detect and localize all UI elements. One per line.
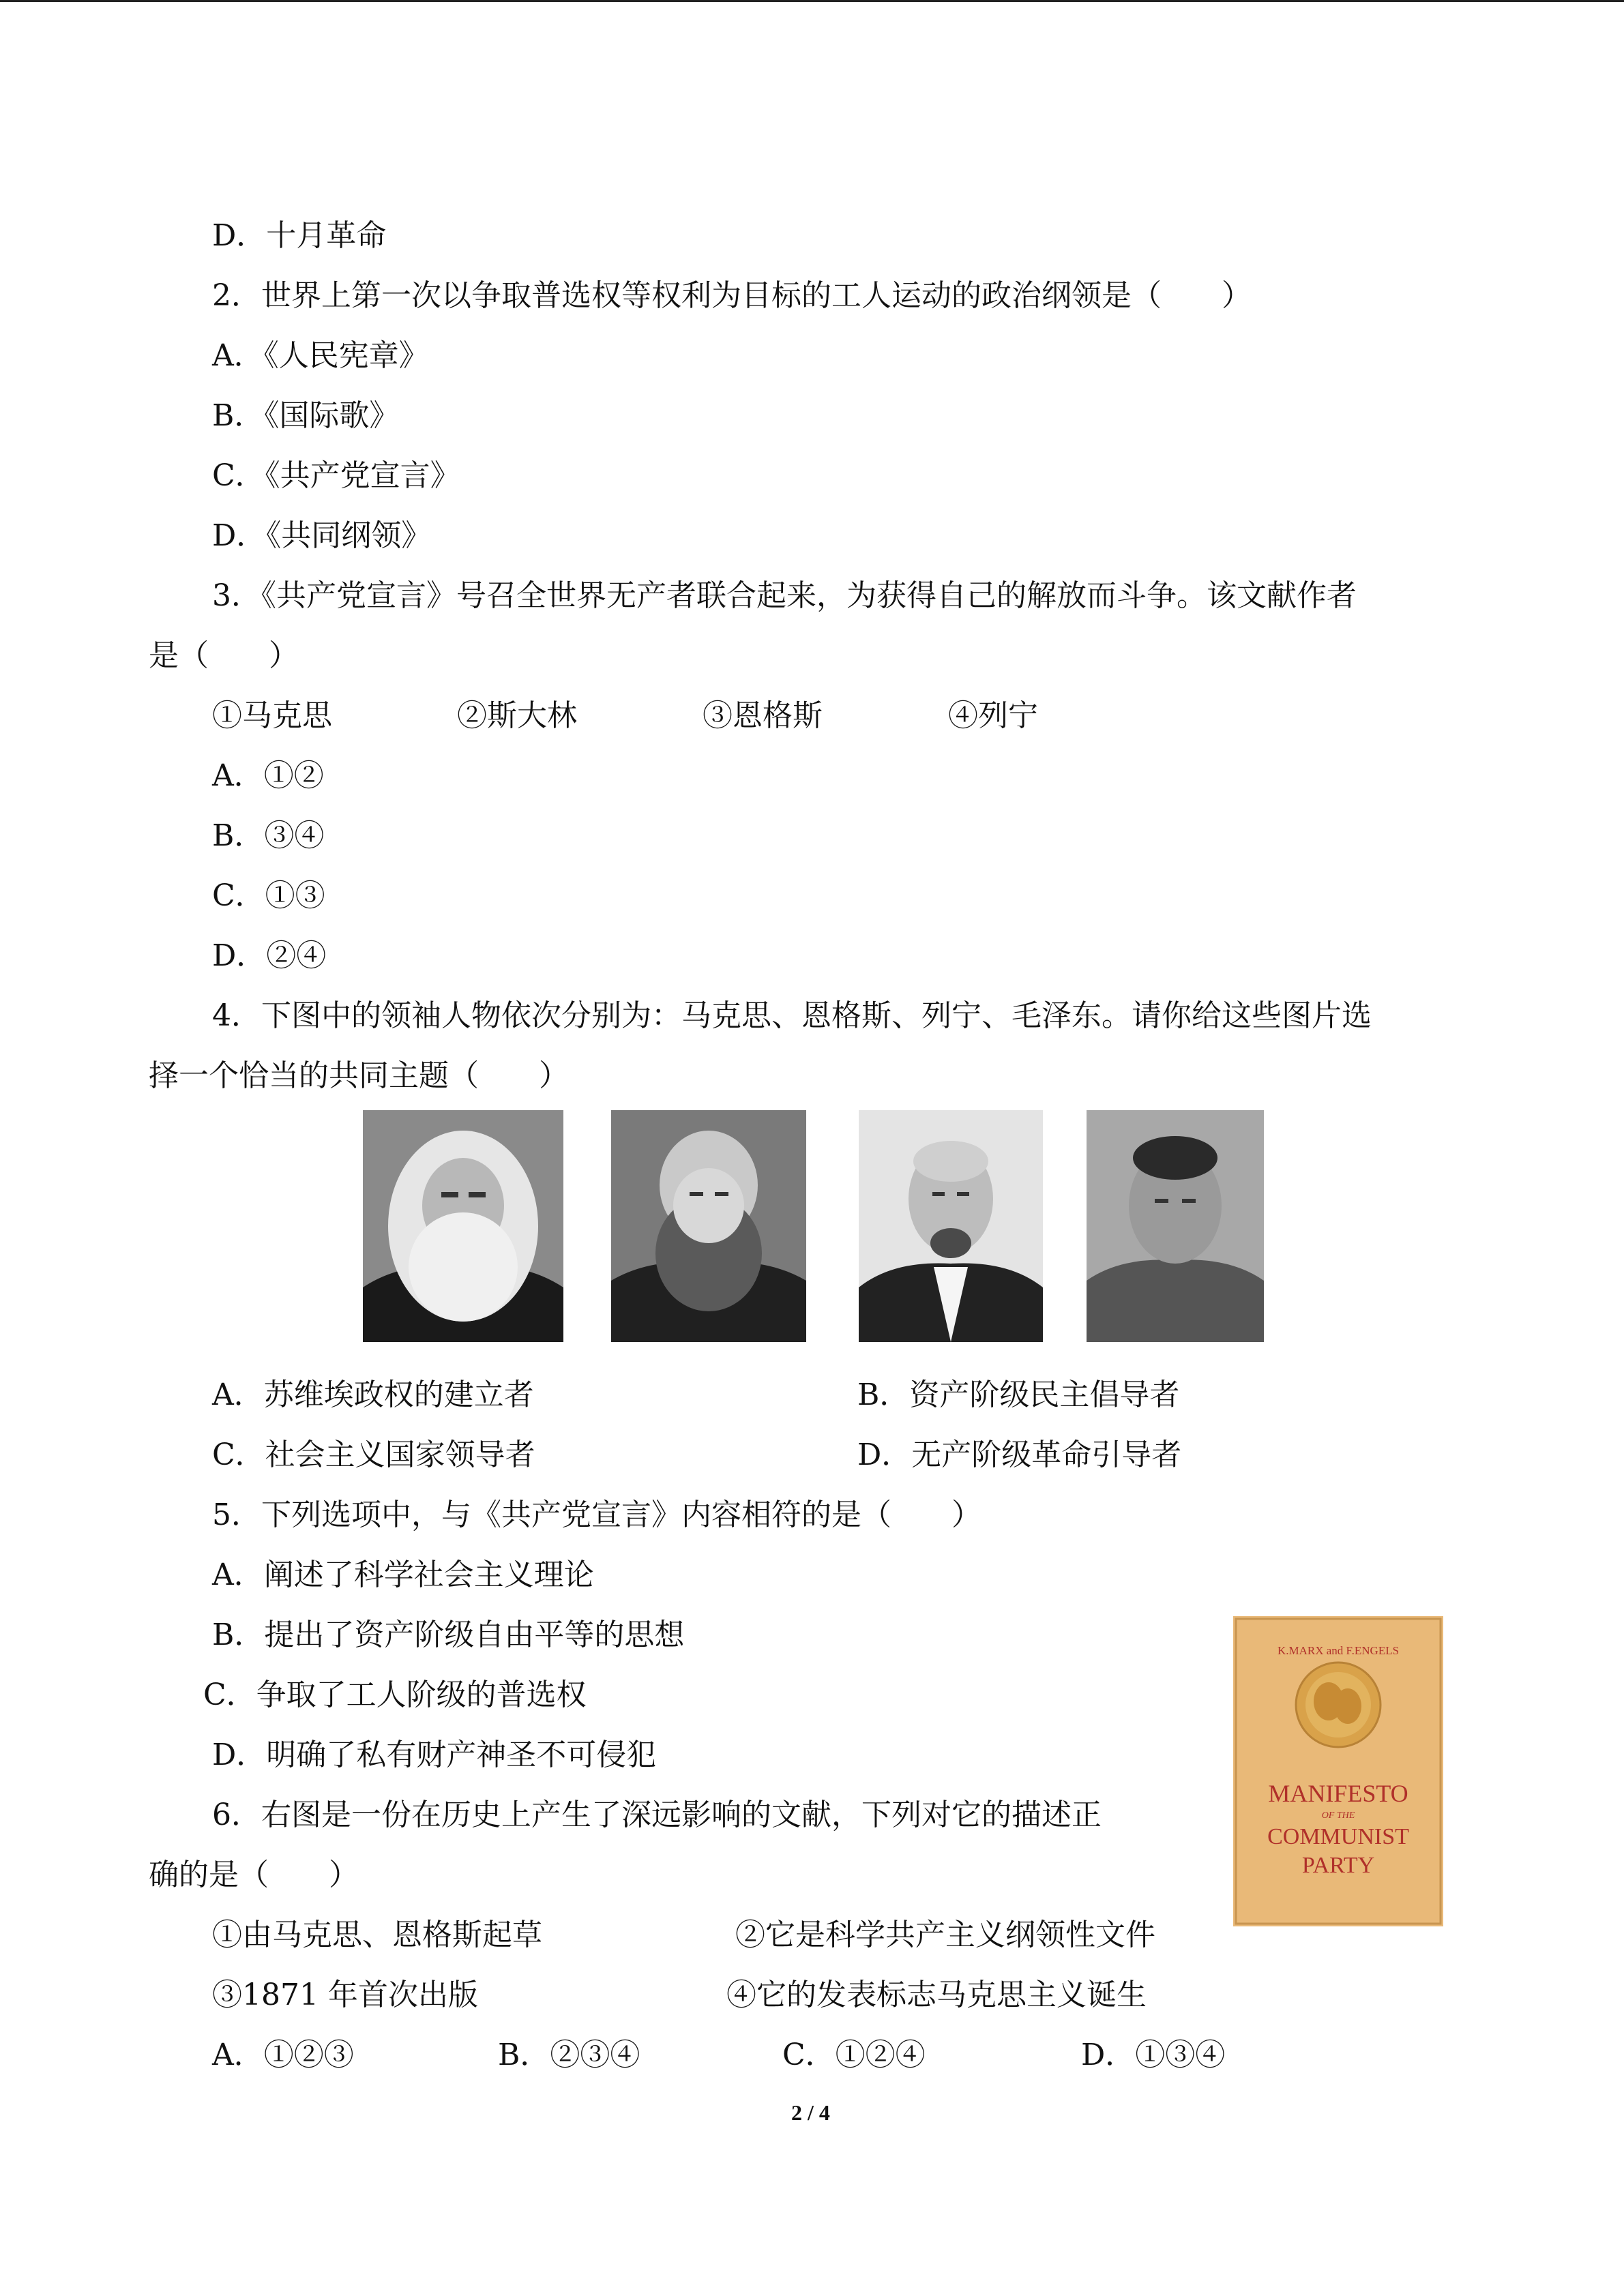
manifesto-cover: [1233, 1616, 1443, 1926]
manifesto-title-line4: PARTY: [1301, 1853, 1375, 1878]
portrait-mao-image: [1087, 1110, 1264, 1342]
portrait-mao: [1087, 1110, 1264, 1342]
q5-option-d: D．明确了私有财产神圣不可侵犯: [212, 1738, 657, 1772]
manifesto-title-line1: MANIFESTO: [1268, 1780, 1408, 1807]
q6-option-b: B．②③④: [498, 2038, 640, 2072]
manifesto-title-line2: OF THE: [1321, 1810, 1355, 1821]
q3-stem-line1: 3．《共产党宣言》号召全世界无产者联合起来，为获得自己的解放而斗争。该文献作者: [212, 578, 1357, 613]
q5-option-b: B．提出了资产阶级自由平等的思想: [212, 1617, 685, 1652]
portrait-engels-image: [611, 1110, 806, 1342]
q6-stem-line1: 6．右图是一份在历史上产生了深远影响的文献，下列对它的描述正: [212, 1798, 1102, 1832]
q3-option-d: D．②④: [212, 938, 327, 973]
q5-option-a: A．阐述了科学社会主义理论: [212, 1557, 594, 1592]
q6-option-d: D．①③④: [1081, 2038, 1226, 2072]
q4-stem-line1: 4．下图中的领袖人物依次分别为：马克思、恩格斯、列宁、毛泽东。请你给这些图片选: [212, 998, 1372, 1033]
q3-item-1: ①马克思: [212, 698, 332, 733]
q3-option-b: B．③④: [212, 818, 325, 853]
q2-option-d: D．《共同纲领》: [212, 518, 432, 553]
q6-stem-line2: 确的是（ ）: [149, 1858, 359, 1892]
q6-option-c: C．①②④: [782, 2038, 926, 2072]
q6-item-2: ②它是科学共产主义纲领性文件: [735, 1918, 1155, 1952]
manifesto-authors: K.MARX and F.ENGELS: [1277, 1644, 1400, 1657]
q3-item-4: ④列宁: [948, 698, 1038, 733]
manifesto-cover-image: [1233, 1616, 1443, 1926]
q3-stem-line2: 是（ ）: [149, 638, 299, 673]
q4-option-a: A．苏维埃政权的建立者: [212, 1377, 534, 1412]
q3-item-2: ②斯大林: [457, 698, 577, 733]
q6-item-4: ④它的发表标志马克思主义诞生: [726, 1978, 1147, 2012]
q1-option-d: D．十月革命: [212, 218, 387, 253]
q6-option-a: A．①②③: [212, 2038, 354, 2072]
q5-option-c: C．争取了工人阶级的普选权: [203, 1678, 587, 1712]
top-border: [0, 0, 1624, 2]
q2-option-a: A．《人民宪章》: [212, 338, 429, 373]
q2-stem: 2．世界上第一次以争取普选权等权利为目标的工人运动的政治纲领是（ ）: [212, 278, 1252, 313]
q5-stem: 5．下列选项中，与《共产党宣言》内容相符的是（ ）: [212, 1497, 981, 1532]
q4-option-c: C．社会主义国家领导者: [212, 1437, 535, 1472]
q2-option-b: B．《国际歌》: [212, 398, 400, 433]
q6-item-3: ③1871 年首次出版: [212, 1978, 478, 2012]
portrait-lenin-image: [859, 1110, 1043, 1342]
q4-stem-line2: 择一个恰当的共同主题（ ）: [149, 1058, 569, 1093]
q3-option-a: A．①②: [212, 758, 324, 793]
page-number: 2 / 4: [791, 2100, 830, 2125]
q4-option-d: D．无产阶级革命引导者: [857, 1437, 1182, 1472]
portrait-marx-image: [363, 1110, 563, 1342]
portrait-lenin: [859, 1110, 1043, 1342]
q3-item-3: ③恩格斯: [703, 698, 823, 733]
manifesto-title-line3: COMMUNIST: [1267, 1824, 1409, 1849]
q2-option-c: C．《共产党宣言》: [212, 458, 460, 493]
q4-option-b: B．资产阶级民主倡导者: [857, 1377, 1180, 1412]
portrait-marx: [363, 1110, 563, 1342]
q3-option-c: C．①③: [212, 878, 325, 913]
q6-item-1: ①由马克思、恩格斯起草: [212, 1918, 542, 1952]
portrait-engels: [611, 1110, 806, 1342]
